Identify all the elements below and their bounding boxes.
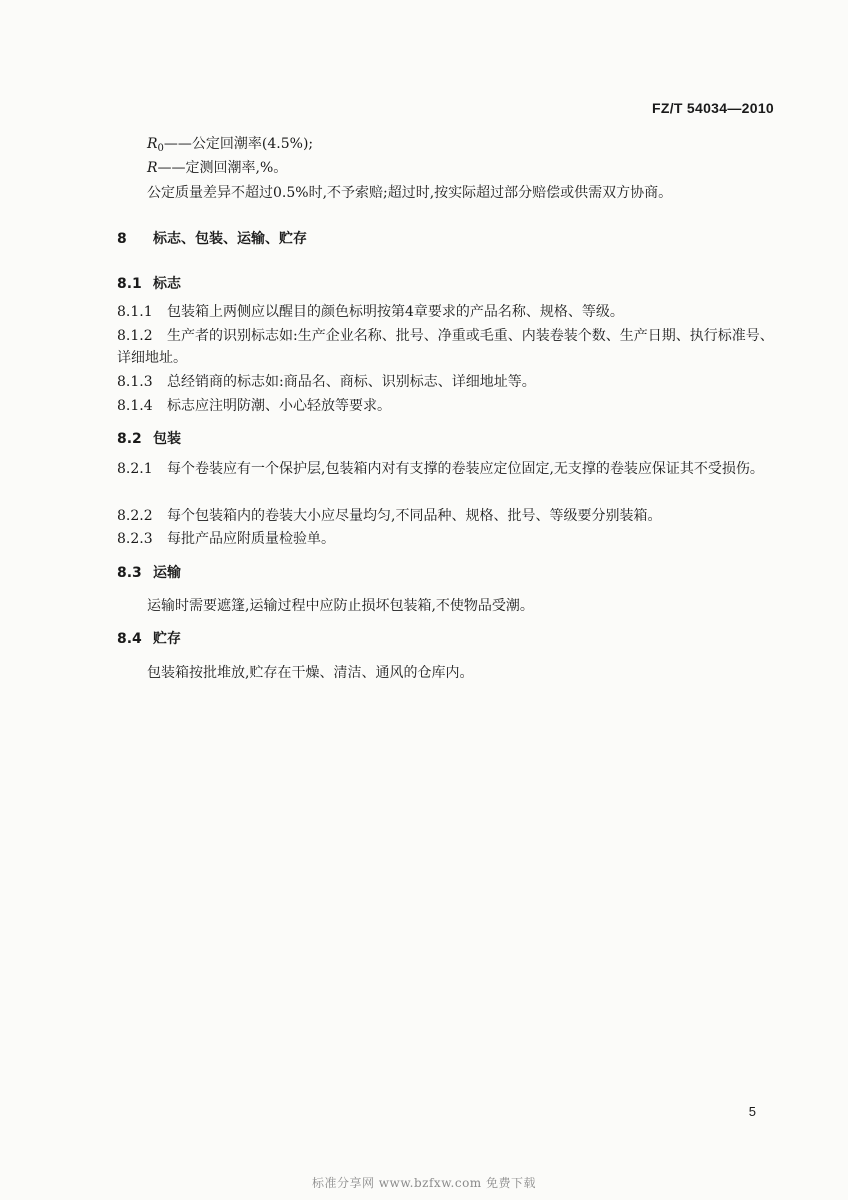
symbol: $R_0$ [147,136,164,154]
definition-r [147,157,287,179]
section-8-4-heading: 8.4 贮存 [117,631,181,647]
clause-8-2-3: 8.2.3 每批产品应附质量检验单。 [117,531,335,547]
clause-8-1-3: 8.1.3 总经销商的标志如:商品名、商标、识别标志、详细地址等。 [117,374,536,390]
clause-8-1-2: 8.1.2 生产者的识别标志如:生产企业名称、批号、净重或毛重、内装卷装个数、生产日期、执行标准号、详细地址。 [117,328,774,366]
section-8-4-text: 包装箱按批堆放,贮存在干燥、清洁、通风的仓库内。 [147,665,474,681]
symbol: R [147,160,158,176]
standard-number: FZ/T 54034—2010 [651,100,774,116]
definition-text: ——公定回潮率(4.5%); [163,136,314,152]
clause-8-2-2: 8.2.2 每个包装箱内的卷装大小应尽量均匀,不同品种、规格、批号、等级要分别装箱。 [117,508,662,524]
section-8-2-heading: 8.2 包装 [117,431,181,447]
clause-8-1-4: 8.1.4 标志应注明防潮、小心轻放等要求。 [117,398,391,414]
page-number: 5 [748,1104,756,1119]
section-8-3-text: 运输时需要遮篷,运输过程中应防止损坏包装箱,不使物品受潮。 [147,598,534,614]
section-8-1-heading: 8.1 标志 [117,276,181,292]
clause-8-2-1: 8.2.1 每个卷装应有一个保护层,包装箱内对有支撑的卷装应定位固定,无支撑的卷装应保证其不受损伤。 [117,461,764,477]
watermark-footer: 标准分享网 www.bzfxw.com 免费下载 [311,1176,537,1190]
definition-r0 [147,133,313,160]
section-8-3-heading: 8.3 运输 [117,565,181,581]
note-paragraph: 公定质量差异不超过0.5%时,不予索赔;超过时,按实际超过部分赔偿或供需双方协商。 [147,185,673,201]
section-8-heading: 8 标志、包装、运输、贮存 [117,231,307,247]
clause-8-1-1: 8.1.1 包装箱上两侧应以醒目的颜色标明按第4章要求的产品名称、规格、等级。 [117,304,624,320]
definition-text: ——定测回潮率,%。 [157,160,288,176]
